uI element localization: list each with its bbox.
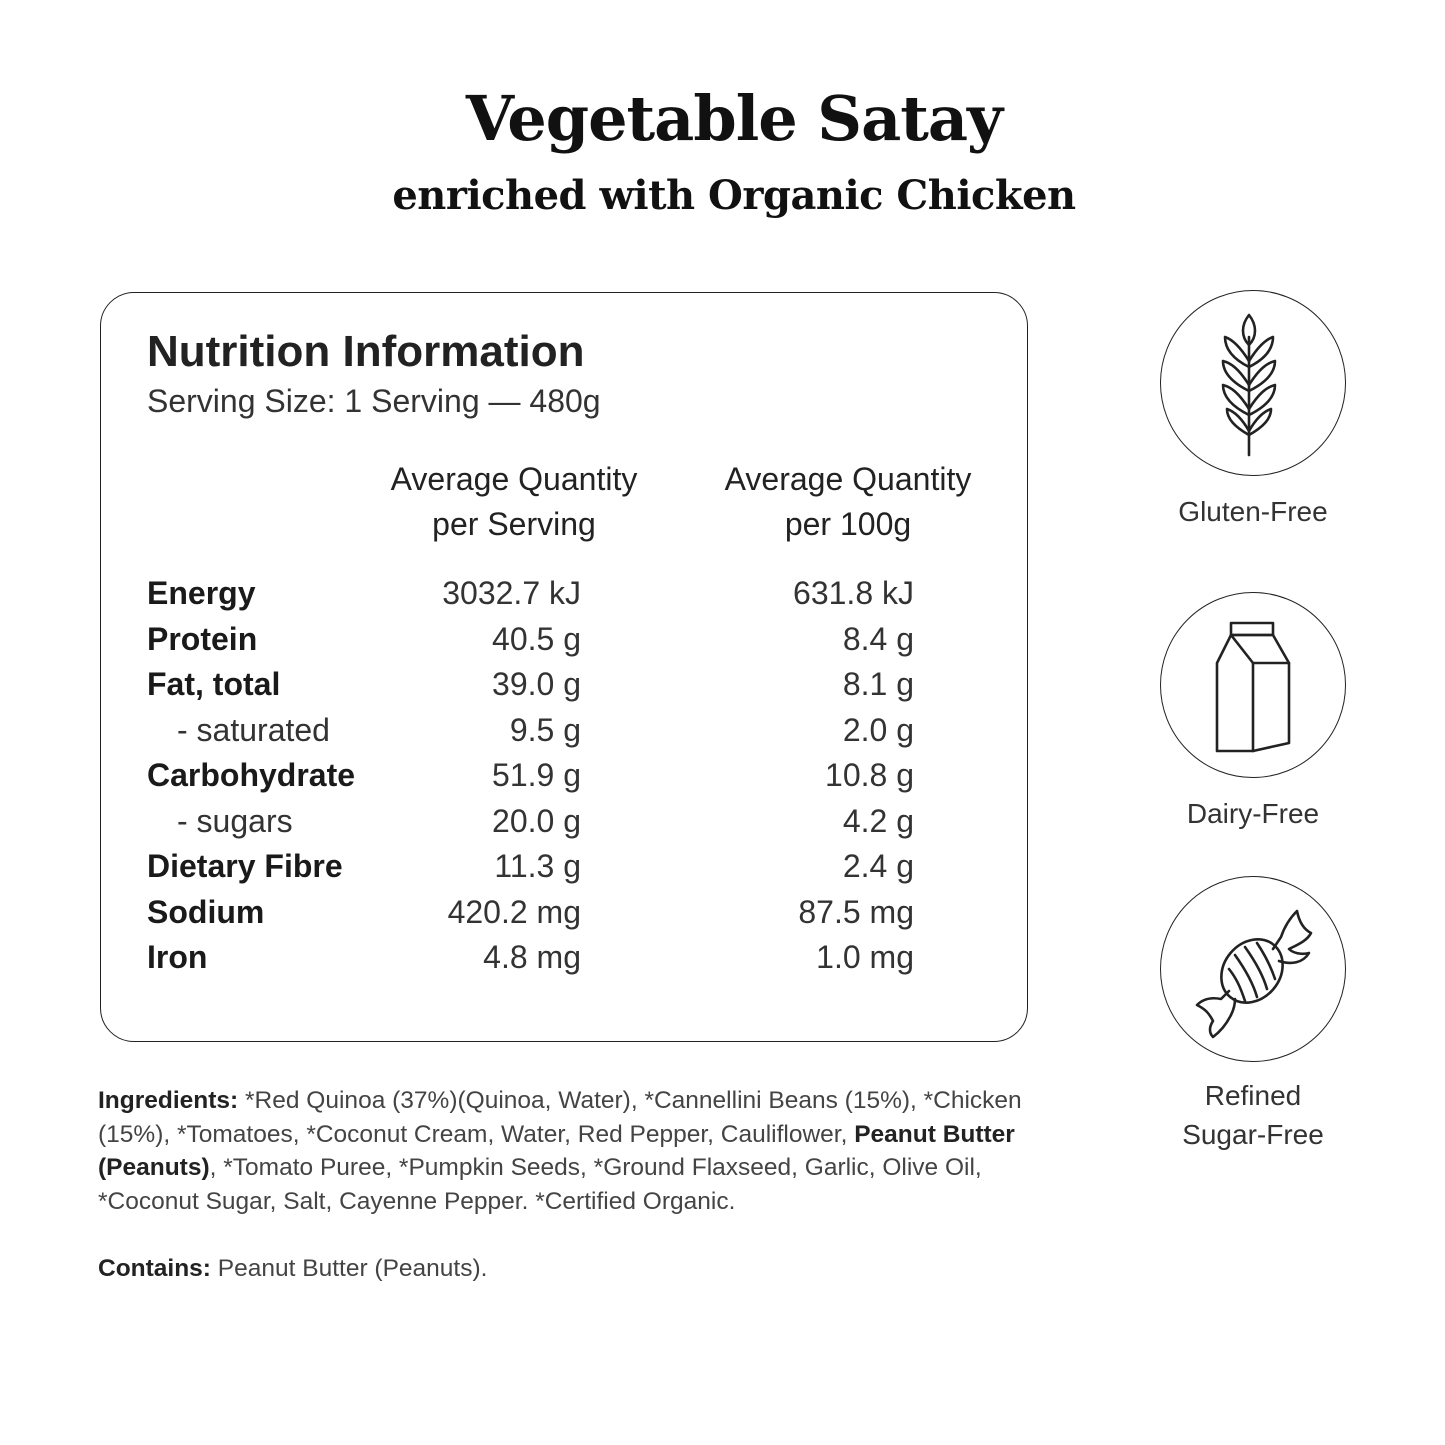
dairy-free-badge (1160, 592, 1346, 778)
per-serving-value: 39.0 g (492, 666, 581, 702)
ingredients-allergen: Peanut Butter (Peanuts) (98, 1120, 1015, 1181)
sugar-free-badge (1160, 876, 1346, 1062)
product-title: Vegetable Satay (465, 82, 1003, 155)
nutrition-row-protein (147, 617, 987, 663)
nutrition-row-sodium (147, 890, 987, 936)
per-100g-value: 10.8 g (825, 757, 914, 793)
per-100g-value: 2.4 g (842, 848, 914, 884)
nutrient-name: Protein (147, 620, 258, 657)
nutrition-panel (100, 292, 1028, 1042)
candy-icon (1161, 877, 1344, 1060)
nutrition-row-dietary-fibre (147, 844, 987, 890)
badge-label-line: Dairy-Free (1186, 798, 1320, 829)
per-serving-value: 420.2 mg (447, 893, 581, 930)
ingredients-text (98, 1084, 1038, 1218)
per-serving-value: 9.5 g (509, 711, 581, 748)
ingredients-label: Ingredients: (98, 1087, 239, 1114)
nutrition-row-fat-total (147, 662, 987, 708)
per-100g-value: 2.0 g (842, 711, 914, 748)
per-serving-value: 40.5 g (492, 620, 581, 657)
per-100g-value: 4.2 g (842, 802, 914, 839)
per-100g-value: 8.1 g (842, 666, 914, 702)
nutrient-name: Iron (147, 939, 208, 975)
milk-carton-icon (1161, 593, 1344, 776)
nutrient-name: Sodium (147, 893, 265, 930)
wheat-icon (1161, 291, 1344, 474)
column-header-per-serving (349, 457, 679, 547)
nutrition-row-energy (147, 571, 987, 617)
contains-label: Contains: (98, 1255, 211, 1282)
nutrition-row-carbohydrate (147, 753, 987, 799)
nutrition-row-sugars (147, 799, 987, 845)
nutrient-name: - sugars (177, 802, 293, 839)
per-serving-value: 20.0 g (492, 802, 581, 839)
per-100g-value: 87.5 mg (798, 893, 914, 930)
nutrient-name: Energy (147, 575, 256, 611)
ingredients-list-part: , *Tomato Puree, *Pumpkin Seeds, *Ground Flaxseed, Garlic, Olive Oil, *Coconut Sugar, Salt, Cayenne Pepper. *Certified Organic. (98, 1154, 982, 1215)
contains-statement (98, 1252, 487, 1286)
per-100g-value: 1.0 mg (816, 939, 914, 975)
nutrition-title: Nutrition Information (147, 327, 585, 376)
per-serving-value: 11.3 g (494, 848, 581, 884)
gluten-free-badge (1160, 290, 1346, 476)
nutrient-name: - saturated (177, 711, 330, 748)
nutrition-row-saturated (147, 708, 987, 754)
contains-text: Peanut Butter (Peanuts). (210, 1255, 488, 1282)
product-subtitle: enriched with Organic Chicken (392, 172, 1076, 219)
badge-label-line: Gluten-Free (1178, 496, 1328, 527)
nutrient-name: Fat, total (147, 666, 281, 702)
serving-size: Serving Size: 1 Serving — 480g (147, 383, 601, 419)
per-serving-value: 51.9 g (492, 757, 581, 793)
per-serving-value: 4.8 mg (483, 939, 581, 975)
column-header-line: Average Quantity (390, 461, 638, 497)
gluten-free-label (1133, 492, 1373, 531)
column-header-line: per Serving (432, 506, 596, 542)
badge-label-line: Sugar-Free (1182, 1119, 1324, 1150)
column-header-line: per 100g (784, 506, 912, 542)
dairy-free-label (1133, 794, 1373, 833)
sugar-free-label (1133, 1076, 1373, 1154)
nutrient-name: Carbohydrate (147, 757, 356, 793)
column-header-line: Average Quantity (724, 461, 972, 497)
nutrition-row-iron (147, 935, 987, 981)
column-header-per-100g (683, 457, 1013, 547)
per-100g-value: 631.8 kJ (793, 575, 914, 611)
per-100g-value: 8.4 g (842, 620, 914, 657)
ingredients-list-part: *Red Quinoa (37%)(Quinoa, Water), *Cannellini Beans (15%), *Chicken (15%), *Tomatoes, *Coconut Cream, Water, Red Pepper, Cauliflower, (98, 1087, 1022, 1148)
badge-label-line: Refined (1204, 1080, 1302, 1111)
per-serving-value: 3032.7 kJ (442, 575, 581, 611)
nutrition-table (147, 571, 987, 981)
nutrient-name: Dietary Fibre (147, 848, 343, 884)
